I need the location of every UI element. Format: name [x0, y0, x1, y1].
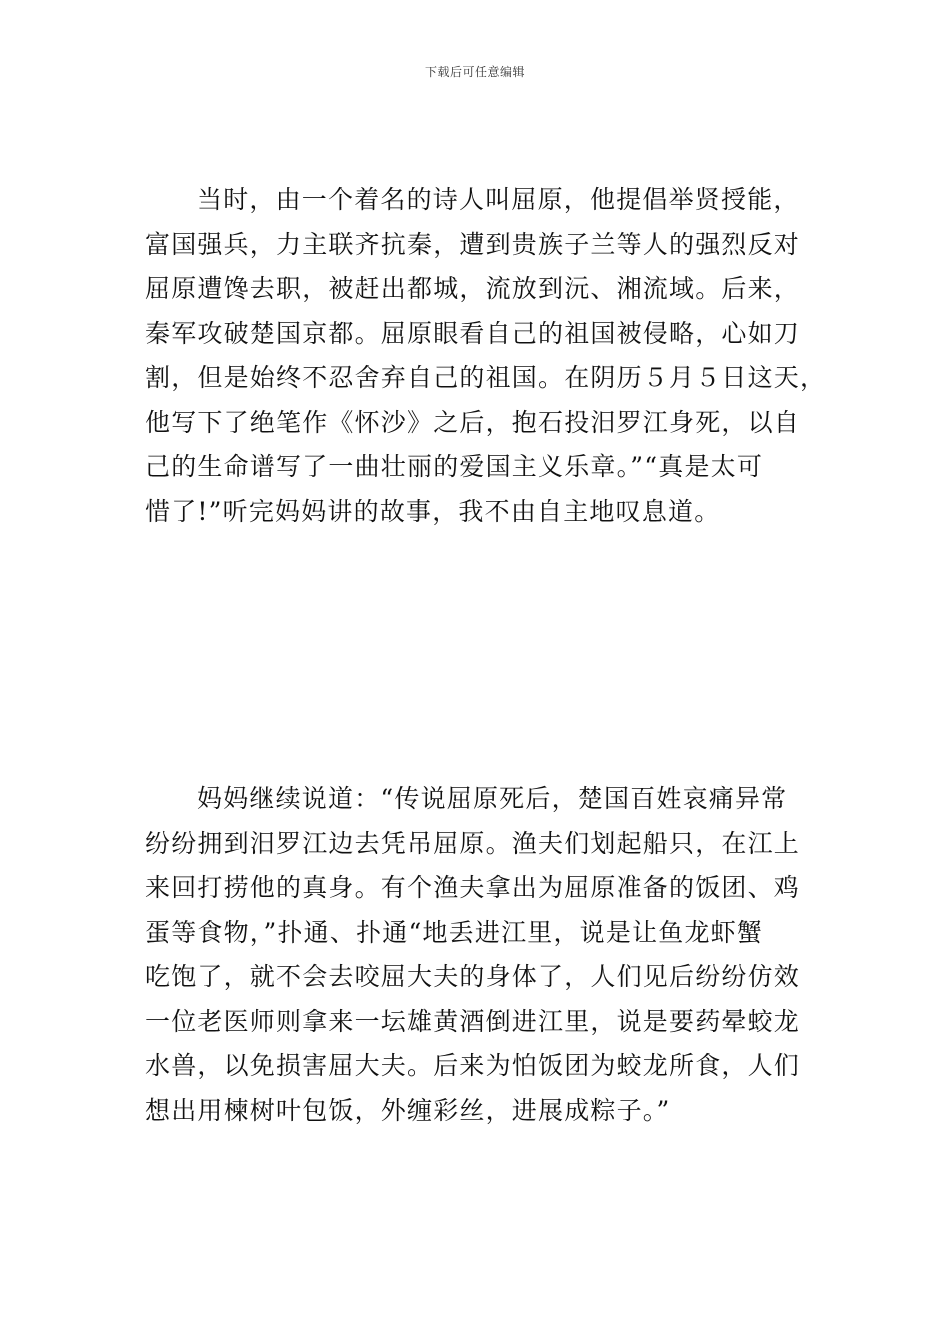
text-line: 来回打捞他的真身。有个渔夫拿出为屈原准备的饭团、鸡 — [145, 873, 801, 902]
text-line: 蛋等食物，”扑通、扑通“地丢进江里，说是让鱼龙虾蟹 — [145, 917, 764, 947]
text-line: 惜了!”听完妈妈讲的故事，我不由自主地叹息道。 — [145, 496, 721, 526]
text-line: 一位老医师则拿来一坛雄黄酒倒进江里，说是要药晕蛟龙 — [145, 1006, 801, 1036]
text-line: 屈原遭馋去职，被赶出都城，流放到沅、湘流域。后来， — [145, 274, 801, 303]
text-line: 妈妈继续说道：“传说屈原死后，楚国百姓哀痛异常 — [197, 784, 788, 813]
paragraph-2 — [145, 777, 809, 1133]
text-line: 纷纷拥到汨罗江边去凭吊屈原。渔夫们划起船只，在江上 — [145, 828, 801, 858]
text-line: 他写下了绝笔作《怀沙》之后，抱石投汨罗江身死，以自 — [145, 407, 801, 437]
text-line: 秦军攻破楚国京都。屈原眼看自己的祖国被侵略，心如刀 — [145, 318, 801, 348]
text-line: 富国强兵，力主联齐抗秦，遭到贵族子兰等人的强烈反对 — [145, 229, 801, 259]
text-line: 水兽，以免损害屈大夫。后来为怕饭团为蛟龙所食，人们 — [145, 1051, 801, 1080]
text-line: 割，但是始终不忍舍弃自己的祖国。在阴历５月５日这天， — [145, 363, 827, 392]
text-line: 想出用楝树叶包饭，外缠彩丝，进展成粽子。” — [145, 1095, 671, 1125]
text-line: 吃饱了，就不会去咬屈大夫的身体了，人们见后纷纷仿效 — [145, 962, 801, 991]
paragraph-1 — [145, 178, 827, 534]
page-header: 下载后可任意编辑 — [424, 65, 525, 79]
text-line: 当时，由一个着名的诗人叫屈原，他提倡举贤授能， — [197, 185, 800, 214]
text-line: 己的生命谱写了一曲壮丽的爱国主义乐章。”“真是太可 — [145, 452, 764, 481]
